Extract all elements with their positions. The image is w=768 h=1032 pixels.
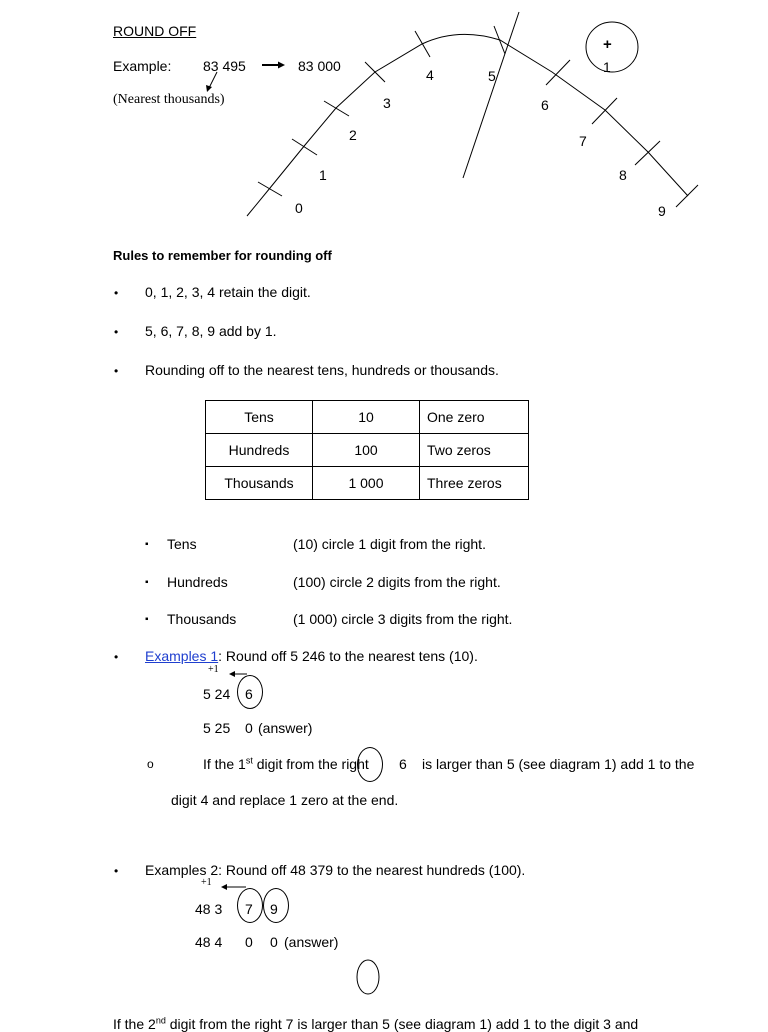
plus-digit: 1: [603, 59, 611, 75]
note-arrow-line: [209, 72, 217, 88]
curve-digit-3: 3: [383, 95, 391, 111]
example2-text: Examples 2: Round off 48 379 to the nearest hundreds (100).: [145, 862, 526, 878]
note-text-a: If the 1: [203, 756, 246, 772]
curve-digit-8: 8: [619, 167, 627, 183]
table-cell: One zero: [420, 401, 529, 434]
note-bullet: o: [147, 757, 154, 771]
curve-digit-9: 9: [658, 203, 666, 219]
rule-item-1: 0, 1, 2, 3, 4 retain the digit.: [145, 284, 311, 300]
example1-circled-digit: 6: [245, 686, 253, 702]
curve-digit-0: 0: [295, 200, 303, 216]
place-value-table: [205, 400, 529, 500]
ex1-carry-arrow-head: [229, 671, 235, 677]
table-cell: Three zeros: [420, 467, 529, 500]
bullet: •: [114, 286, 119, 300]
table-cell: 1 000: [313, 467, 420, 500]
rules-heading: Rules to remember for rounding off: [113, 248, 332, 263]
bottom-partial-text: [113, 1017, 638, 1031]
sub-item-name-thousands: Thousands: [167, 611, 237, 627]
curve-digit-4: 4: [426, 67, 434, 83]
curve-digit-7: 7: [579, 133, 587, 149]
square-bullet: ▪: [145, 614, 149, 625]
example1-carry: +1: [208, 664, 219, 675]
sub-item-text-tens: (10) circle 1 digit from the right.: [293, 536, 486, 552]
note-sup: st: [245, 755, 253, 766]
table-cell: Hundreds: [206, 434, 313, 467]
ex2-carry-arrow-head: [221, 884, 227, 890]
example1-link[interactable]: Examples 1: [145, 648, 219, 664]
bullet: •: [114, 325, 119, 339]
table-row: [206, 434, 529, 467]
note-arrow-head: [206, 85, 212, 92]
curve-digit-1: 1: [319, 167, 327, 183]
example1-note-line1: [203, 757, 369, 771]
table-row: [206, 467, 529, 500]
table-cell: Two zeros: [420, 434, 529, 467]
plus-one-circle: [586, 22, 638, 75]
example2-answer-zero-2: 0: [270, 934, 278, 950]
rule-item-3: Rounding off to the nearest tens, hundreds or thousands.: [145, 362, 499, 378]
example1-answer-label: (answer): [258, 720, 313, 736]
table-cell: Thousands: [206, 467, 313, 500]
example2-answer-zero-1: 0: [245, 934, 253, 950]
example1-note-line2: digit 4 and replace 1 zero at the end.: [171, 792, 399, 808]
nearest-note: (Nearest thousands): [113, 92, 225, 107]
table-cell: 10: [313, 401, 420, 434]
note-digit: 6: [399, 756, 407, 772]
example1-answer-number: 5 25: [203, 720, 231, 736]
note-right-circle: [357, 747, 383, 782]
divider-line: [463, 12, 519, 178]
square-bullet: ▪: [145, 577, 149, 588]
sub-item-text-hundreds: (100) circle 2 digits from the right.: [293, 574, 501, 590]
table-cell: Tens: [206, 401, 313, 434]
curve-digit-6: 6: [541, 97, 549, 113]
plus-sign: +: [603, 36, 612, 53]
bottom-sup: nd: [155, 1015, 166, 1026]
example1-text: : Round off 5 246 to the nearest tens (10).: [218, 648, 478, 664]
example2-number: 48 3: [195, 901, 223, 917]
empty-circle: [357, 960, 379, 994]
example2-carry: +1: [201, 877, 212, 888]
example1-line: [145, 649, 478, 663]
bullet: •: [114, 364, 119, 378]
bullet: •: [114, 864, 119, 878]
page-title: ROUND OFF: [113, 23, 197, 39]
example-from-number: 83 495: [203, 58, 246, 74]
note-text-c: is larger than 5 (see diagram 1) add 1 to the: [422, 756, 695, 772]
example-arrow-head: [278, 62, 285, 69]
note-text-b: digit from the: [252, 756, 342, 772]
sub-item-text-thousands: (1 000) circle 3 digits from the right.: [293, 611, 513, 627]
rounding-curve: [247, 34, 688, 219]
example1-number: 5 24: [203, 686, 231, 702]
example-label: Example:: [113, 58, 172, 74]
bullet: •: [114, 650, 119, 664]
curve-digit-5: 5: [488, 68, 496, 84]
bottom-text-a: If the 2: [113, 1016, 156, 1032]
table-row: [206, 401, 529, 434]
example2-circled-digit-1: 7: [245, 901, 253, 917]
sub-item-name-tens: Tens: [167, 536, 197, 552]
note-text-right: right: [341, 756, 369, 772]
sub-item-name-hundreds: Hundreds: [167, 574, 228, 590]
example-to-number: 83 000: [298, 58, 341, 74]
example2-circled-digit-2: 9: [270, 901, 278, 917]
rule-item-2: 5, 6, 7, 8, 9 add by 1.: [145, 323, 277, 339]
example1-answer-zero: 0: [245, 720, 253, 736]
example2-answer-number: 48 4: [195, 934, 223, 950]
square-bullet: ▪: [145, 539, 149, 550]
example2-answer-label: (answer): [284, 934, 339, 950]
bottom-text-b: digit from the right 7 is larger than 5 (see diagram 1) add 1 to the digit 3 and: [165, 1016, 639, 1032]
curve-digit-2: 2: [349, 127, 357, 143]
table-cell: 100: [313, 434, 420, 467]
